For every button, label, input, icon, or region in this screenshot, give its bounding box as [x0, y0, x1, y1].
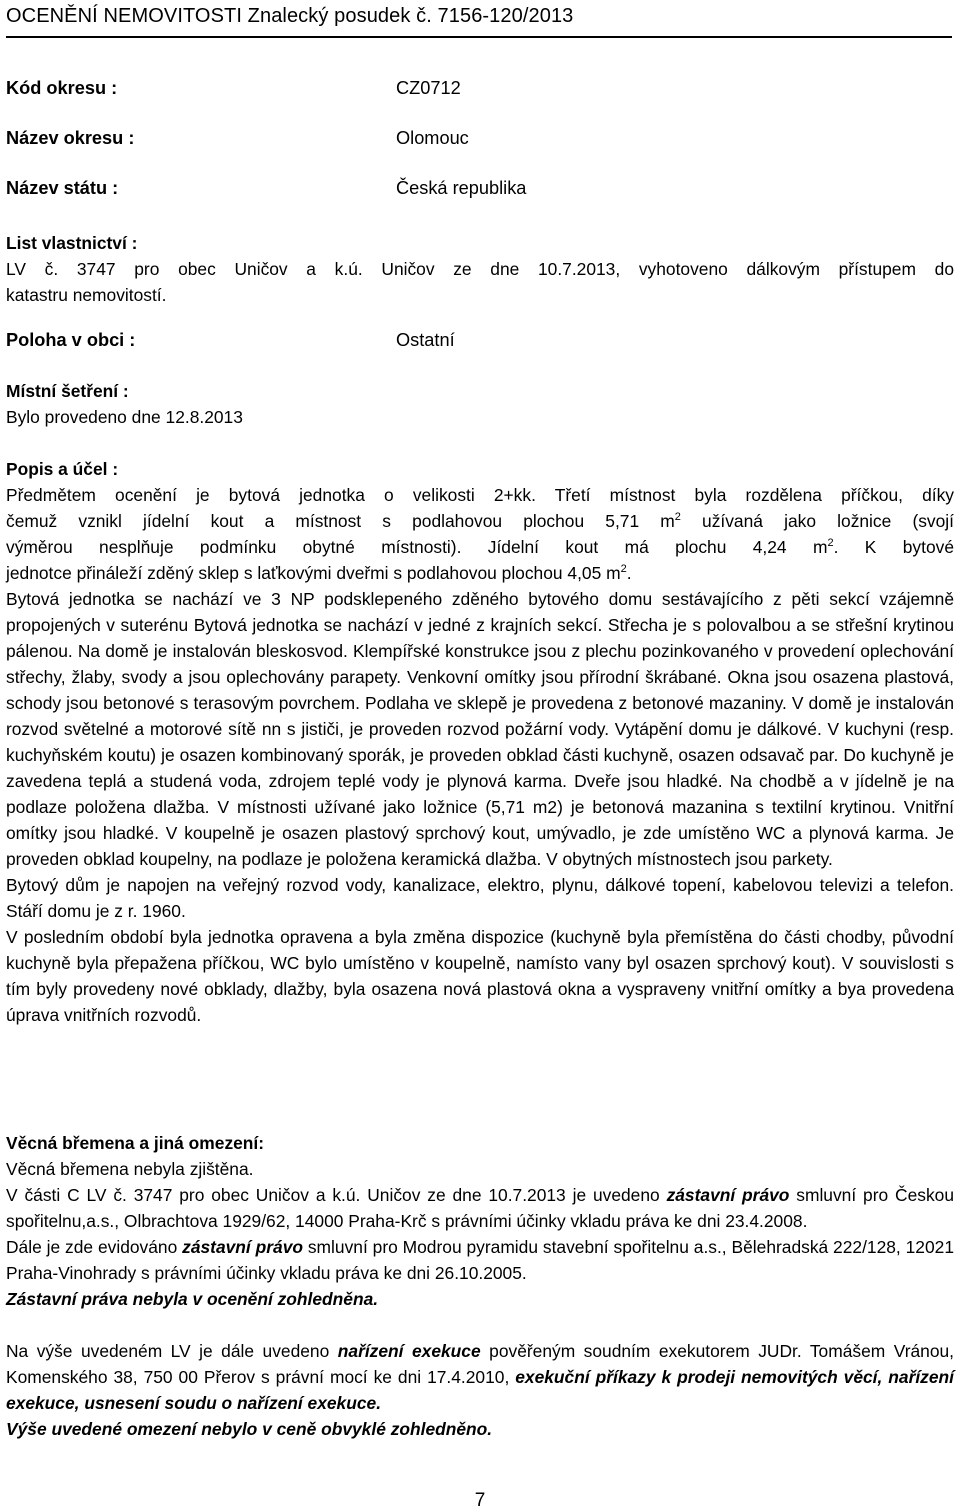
description-line-2-end: užívaná jako ložnice (svojí [680, 511, 954, 531]
superscript-2: 2 [674, 511, 681, 523]
document-header [6, 2, 952, 38]
state-name-label: Název státu : [6, 178, 119, 198]
encumbrances-section [6, 1130, 954, 1442]
execution-text: Na výše uvedeném LV je dále uvedeno [6, 1341, 338, 1361]
page-number: 7 [474, 1490, 486, 1511]
encumbrances-label: Věcná břemena a jiná omezení: [6, 1133, 265, 1153]
district-code-label: Kód okresu : [6, 78, 118, 98]
description-line-3-end: . K bytové [833, 537, 954, 557]
survey-section [6, 378, 954, 430]
lien-2-rest: smluvní pro Modrou pyramidu stavební spořitelnu a.s., Bělehradská 222/128, 12021 Praha-Vinohrady s právními účinky vkladu práva ke dni 26.10.2005. [6, 1237, 954, 1283]
spacer [6, 1312, 954, 1338]
lien-paragraph-2 [6, 1234, 954, 1286]
utilities-paragraph: Bytový dům je napojen na veřejný rozvod vody, kanalizace, elektro, plynu, dálkové topení, kabelovou televizi a telefon. Stáří domu je z r. 1960. [6, 875, 954, 921]
lien-paragraph-1 [6, 1182, 954, 1234]
description-line-4-end: . [626, 563, 632, 583]
description-line-3 [6, 534, 954, 560]
description-line-3-text: výměrou nesplňuje podmínku obytné místnosti). Jídelní kout má plochu 4,24 m [6, 537, 828, 557]
district-name-label: Název okresu : [6, 128, 135, 148]
survey-value: Bylo provedeno dne 12.8.2013 [6, 407, 243, 427]
building-description-paragraph: Bytová jednotka se nachází ve 3 NP podsklepeného zděného bytového domu sestávajícího z pěti sekcí vzájemně propojených v suterénu Bytová jednotka se nachází v jedné z krajních sekcí. Střecha je s polovalbou a se střešní krytinou pálenou. Na domě je instalován bleskosvod. Klempířské konstrukce jsou z plechu pozinkovaného v provedení oplechování střechy, žlaby, svody a jsou oplechovány parapety. Venkovní omítky jsou přírodní škrábané. Okna jsou osazena plastová, schody jsou betonové s terasovým povrchem. Podlaha ve sklepě je provedena z betonové mazaniny. V domě je instalován rozvod světelné a motorové sítě nn s jističi, je proveden rozvod požární vody. Vytápění domu je dálkové. V kuchyni (resp. kuchyňském koutu) je osazen kombinovaný sporák, je proveden obklad části kuchyně, osazen odsavač par. Do kuchyně je zavedena teplá a studená voda, zdrojem teplé vody je plynová karma. Dveře jsou hladké. Na chodbě a v jídelně je na podlaze položena dlažba. V místnosti užívané jako ložnice (5,71 m2) je betonová mazanina s textilní krytinou. Vnitřní omítky jsou hladké. V koupelně je osazen plastový sprchový kout, umývadlo, je zde umístěno WC a plynová karma. Je proveden obklad koupelny, na podlaze je položena keramická dlažba. V obytných místnostech jsou parkety. [6, 589, 954, 869]
superscript-2: 2 [620, 563, 627, 575]
execution-paragraph [6, 1338, 954, 1416]
lien-1-rest: smluvní pro Českou spořitelnu,a.s., Olbrachtova 1929/62, 14000 Praha-Krč s právními účinky vkladu práva ke dni 23.4.2008. [6, 1185, 954, 1231]
ownership-label: List vlastnictví : [6, 233, 138, 253]
execution-emphasis: nařízení exekuce [337, 1341, 481, 1361]
lien-1-text: V části C LV č. 3747 pro obec Uničov a k.ú. Uničov ze dne 10.7.2013 je uvedeno [6, 1185, 667, 1205]
ownership-line-2: katastru nemovitostí. [6, 285, 167, 305]
superscript-2: 2 [827, 537, 834, 549]
survey-label: Místní šetření : [6, 381, 129, 401]
execution-rest: pověřeným soudním exekutorem JUDr. Tomášem Vránou, Komenského 38, 750 00 Přerov s právní mocí ke dni 17.4.2010, [6, 1341, 955, 1387]
ownership-line-1: LV č. 3747 pro obec Uničov a k.ú. Uničov ze dne 10.7.2013, vyhotoveno dálkovým přístupem do [6, 259, 954, 279]
location-label: Poloha v obci : [6, 330, 136, 350]
renovation-paragraph: V posledním období byla jednotka opravena a byla změna dispozice (kuchyně byla přemístěna do části chodby, původní kuchyně byla přepažena příčkou, WC bylo umístěno v koupelně, namísto vany byl osazen sprchový kout). V souvislosti s tím byly provedeny nové obklady, dlažby, byla osazena nová plastová okna a vyspraveny vnitřní omítky a bya provedena úprava vnitřních rozvodů. [6, 927, 954, 1025]
description-line-1: Předmětem ocenění je bytová jednotka o velikosti 2+kk. Třetí místnost byla rozdělena příčkou, díky [6, 485, 954, 505]
lien-2-text: Dále je zde evidováno [6, 1237, 183, 1257]
description-line-2 [6, 508, 954, 534]
restriction-not-considered: Výše uvedené omezení nebylo v ceně obvyklé zohledněno. [6, 1419, 493, 1439]
easements-statement: Věcná břemena nebyla zjištěna. [6, 1159, 254, 1179]
state-name-value: Česká republika [396, 178, 527, 198]
district-name-value: Olomouc [396, 128, 469, 148]
description-line-4 [6, 560, 954, 586]
description-label: Popis a účel : [6, 459, 119, 479]
description-line-4-text: jednotce přináleží zděný sklep s laťkovými dveřmi s podlahovou plochou 4,05 m [6, 563, 621, 583]
location-value: Ostatní [396, 330, 455, 350]
description-line-2-text: čemuž vznikl jídelní kout a místnost s podlahovou plochou 5,71 m [6, 511, 675, 531]
description-section [6, 456, 954, 1028]
lien-2-emphasis: zástavní právo [182, 1237, 303, 1257]
district-code-value: CZ0712 [396, 78, 461, 98]
ownership-section [6, 230, 954, 308]
lien-1-emphasis: zástavní právo [666, 1185, 790, 1205]
liens-not-considered: Zástavní práva nebyla v ocenění zohledněna. [6, 1289, 379, 1309]
execution-orders-emphasis: exekuční příkazy k prodeji nemovitých věcí, nařízení exekuce, usnesení soudu o nařízení exekuce. [6, 1367, 954, 1413]
header-title: OCENĚNÍ NEMOVITOSTI Znalecký posudek č. 7156-120/2013 [6, 5, 574, 27]
